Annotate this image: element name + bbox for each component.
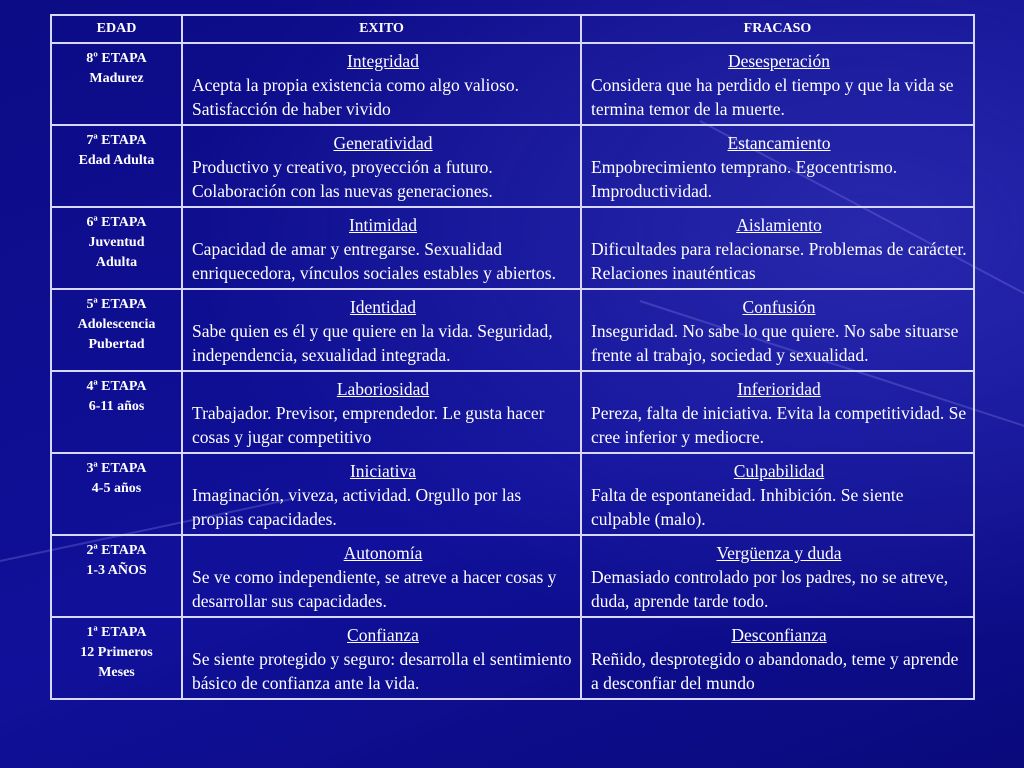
failure-description: Empobrecimiento temprano. Egocentrismo. Improductividad. — [591, 157, 898, 201]
age-label: Edad Adulta — [78, 153, 155, 168]
stage-cell — [51, 617, 182, 699]
success-description: Imaginación, viveza, actividad. Orgullo por las propias capacidades. — [192, 485, 522, 529]
failure-cell — [581, 43, 974, 125]
success-cell — [182, 617, 581, 699]
failure-term: Culpabilidad — [733, 461, 825, 481]
table-body — [51, 43, 974, 699]
header-row — [51, 15, 974, 43]
age-label: 1-3 AÑOS — [86, 563, 147, 578]
success-description: Acepta la propia existencia como algo valioso. Satisfacción de haber vivido — [192, 75, 520, 119]
header-failure: FRACASO — [581, 15, 974, 43]
stage-label: 3ª ETAPA — [86, 461, 147, 476]
stage-cell — [51, 125, 182, 207]
age-label: Adulta — [95, 255, 138, 270]
failure-description: Dificultades para relacionarse. Problemas de carácter. Relaciones inauténticas — [591, 239, 967, 283]
success-description: Capacidad de amar y entregarse. Sexualidad enriquecedora, vínculos sociales estables y abiertos. — [192, 239, 556, 283]
age-label: 6-11 años — [88, 399, 145, 414]
failure-description: Pereza, falta de iniciativa. Evita la competitividad. Se cree inferior y mediocre. — [591, 403, 967, 447]
success-term: Autonomía — [343, 543, 423, 563]
age-label: Madurez — [89, 71, 144, 86]
age-label: Juventud — [88, 235, 145, 250]
success-term: Identidad — [349, 297, 417, 317]
success-cell — [182, 43, 581, 125]
success-description: Se siente protegido y seguro: desarrolla el sentimiento básico de confianza ante la vida. — [192, 649, 572, 693]
success-term: Iniciativa — [349, 461, 417, 481]
stage-label: 8º ETAPA — [86, 51, 147, 66]
failure-description: Inseguridad. No sabe lo que quiere. No sabe situarse frente al trabajo, sociedad y sexualidad. — [591, 321, 959, 365]
success-term: Intimidad — [348, 215, 418, 235]
success-cell — [182, 453, 581, 535]
failure-cell — [581, 125, 974, 207]
table-row — [51, 125, 974, 207]
stage-cell — [51, 453, 182, 535]
success-term: Generatividad — [333, 133, 433, 153]
erikson-stages-table — [50, 14, 975, 700]
age-label: 4-5 años — [91, 481, 142, 496]
failure-term: Desesperación — [727, 51, 831, 71]
stage-label: 2ª ETAPA — [86, 543, 147, 558]
stage-cell — [51, 207, 182, 289]
failure-description: Reñido, desprotegido o abandonado, teme y aprende a desconfiar del mundo — [591, 649, 959, 693]
failure-term: Aislamiento — [736, 215, 822, 235]
failure-term: Confusión — [742, 297, 816, 317]
header-success: EXITO — [182, 15, 581, 43]
failure-term: Desconfianza — [731, 625, 827, 645]
failure-term: Estancamiento — [727, 133, 831, 153]
header-age: EDAD — [51, 15, 182, 43]
stage-cell — [51, 535, 182, 617]
failure-description: Demasiado controlado por los padres, no se atreve, duda, aprende tarde todo. — [591, 567, 949, 611]
success-description: Se ve como independiente, se atreve a hacer cosas y desarrollar sus capacidades. — [192, 567, 557, 611]
stage-label: 1ª ETAPA — [86, 625, 147, 640]
success-description: Productivo y creativo, proyección a futuro. Colaboración con las nuevas generaciones. — [192, 157, 493, 201]
failure-cell — [581, 371, 974, 453]
stage-label: 5ª ETAPA — [86, 297, 147, 312]
success-term: Integridad — [347, 51, 419, 71]
age-label: Meses — [98, 665, 135, 680]
success-cell — [182, 207, 581, 289]
table-row — [51, 617, 974, 699]
failure-cell — [581, 207, 974, 289]
success-cell — [182, 535, 581, 617]
failure-description: Considera que ha perdido el tiempo y que la vida se termina temor de la muerte. — [591, 75, 954, 119]
failure-cell — [581, 535, 974, 617]
success-cell — [182, 125, 581, 207]
failure-description: Falta de espontaneidad. Inhibición. Se siente culpable (malo). — [591, 485, 904, 529]
failure-term: Inferioridad — [737, 379, 821, 399]
table-row — [51, 43, 974, 125]
table-row — [51, 535, 974, 617]
stage-label: 4ª ETAPA — [86, 379, 147, 394]
table-row — [51, 289, 974, 371]
success-description: Sabe quien es él y que quiere en la vida. Seguridad, independencia, sexualidad integrada. — [192, 321, 553, 365]
age-label: Adolescencia — [77, 317, 156, 332]
failure-cell — [581, 289, 974, 371]
table-row — [51, 371, 974, 453]
stage-label: 6ª ETAPA — [86, 215, 147, 230]
stage-cell — [51, 371, 182, 453]
table-row — [51, 453, 974, 535]
stage-cell — [51, 43, 182, 125]
success-cell — [182, 371, 581, 453]
age-label: Pubertad — [88, 337, 145, 352]
success-description: Trabajador. Previsor, emprendedor. Le gusta hacer cosas y jugar competitivo — [192, 403, 545, 447]
age-label: 12 Primeros — [80, 645, 153, 660]
success-term: Confianza — [347, 625, 419, 645]
failure-term: Vergüenza y duda — [716, 543, 842, 563]
failure-cell — [581, 617, 974, 699]
success-term: Laboriosidad — [336, 379, 430, 399]
stage-cell — [51, 289, 182, 371]
stage-label: 7ª ETAPA — [86, 133, 147, 148]
failure-cell — [581, 453, 974, 535]
success-cell — [182, 289, 581, 371]
table-row — [51, 207, 974, 289]
